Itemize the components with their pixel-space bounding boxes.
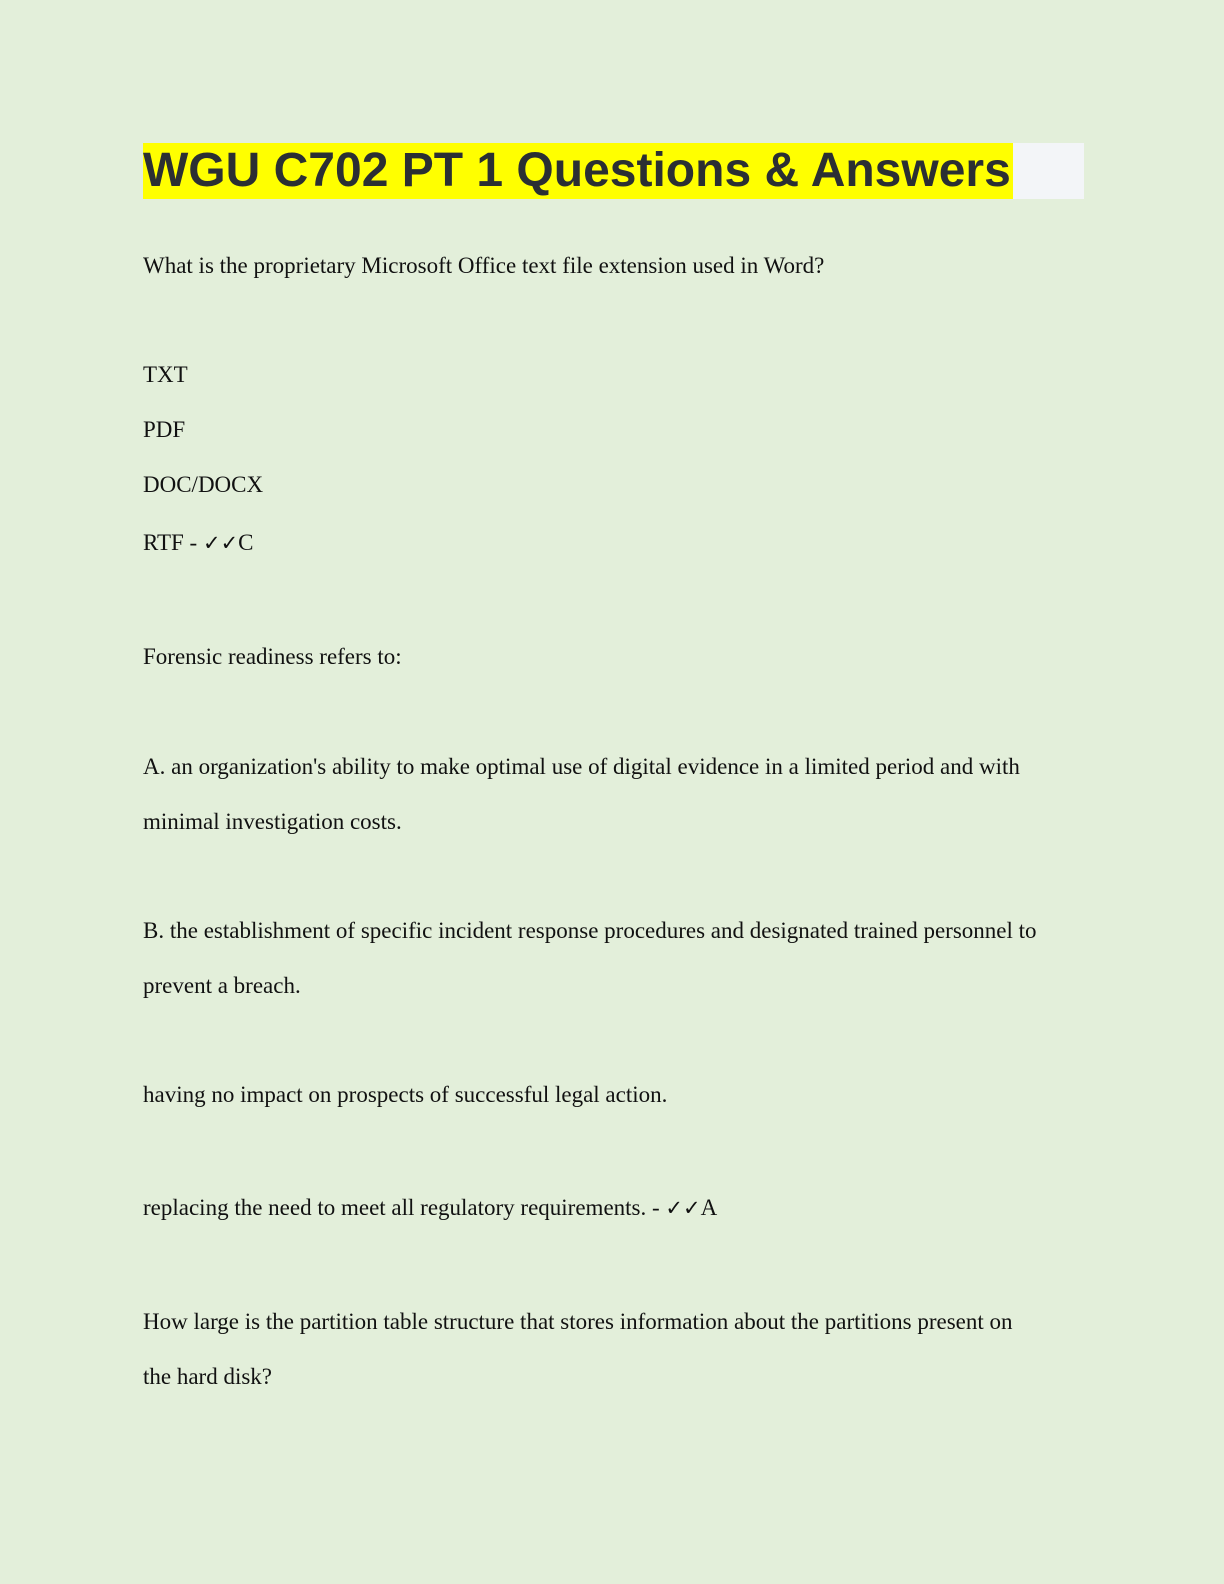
- question-2-option-a-line-2: minimal investigation costs.: [143, 809, 402, 834]
- title-banner: [143, 143, 1084, 199]
- question-1-option-4-text: RTF -: [143, 530, 203, 555]
- question-3-text-line-1: How large is the partition table structure that stores information about the partitions present on: [143, 1309, 1013, 1334]
- question-1-option-3: DOC/DOCX: [143, 472, 264, 497]
- question-2-text: Forensic readiness refers to:: [143, 644, 402, 669]
- double-check-icon: ✓✓: [202, 531, 239, 555]
- question-1-option-1: TXT: [143, 362, 188, 387]
- double-check-icon: ✓✓: [665, 1196, 701, 1220]
- question-2-option-b-line-1: B. the establishment of specific incident response procedures and designated trained personnel to: [143, 918, 1037, 943]
- question-2-option-b-line-2: prevent a breach.: [143, 973, 301, 998]
- question-1-option-4: [143, 529, 254, 557]
- question-2-option-d: [143, 1194, 717, 1222]
- question-2-option-d-text: replacing the need to meet all regulatory requirements. -: [143, 1195, 666, 1220]
- question-2-option-c: having no impact on prospects of successful legal action.: [143, 1082, 668, 1107]
- document-title: WGU C702 PT 1 Questions & Answers: [143, 144, 1011, 197]
- question-1-answer-letter: C: [238, 530, 254, 555]
- question-1-text: What is the proprietary Microsoft Office text file extension used in Word?: [143, 253, 825, 278]
- question-3-text-line-2: the hard disk?: [143, 1364, 273, 1389]
- question-2-answer-letter: A: [700, 1195, 718, 1220]
- question-2-option-a-line-1: A. an organization's ability to make optimal use of digital evidence in a limited period and with: [143, 754, 1020, 779]
- question-1-option-2: PDF: [143, 417, 186, 442]
